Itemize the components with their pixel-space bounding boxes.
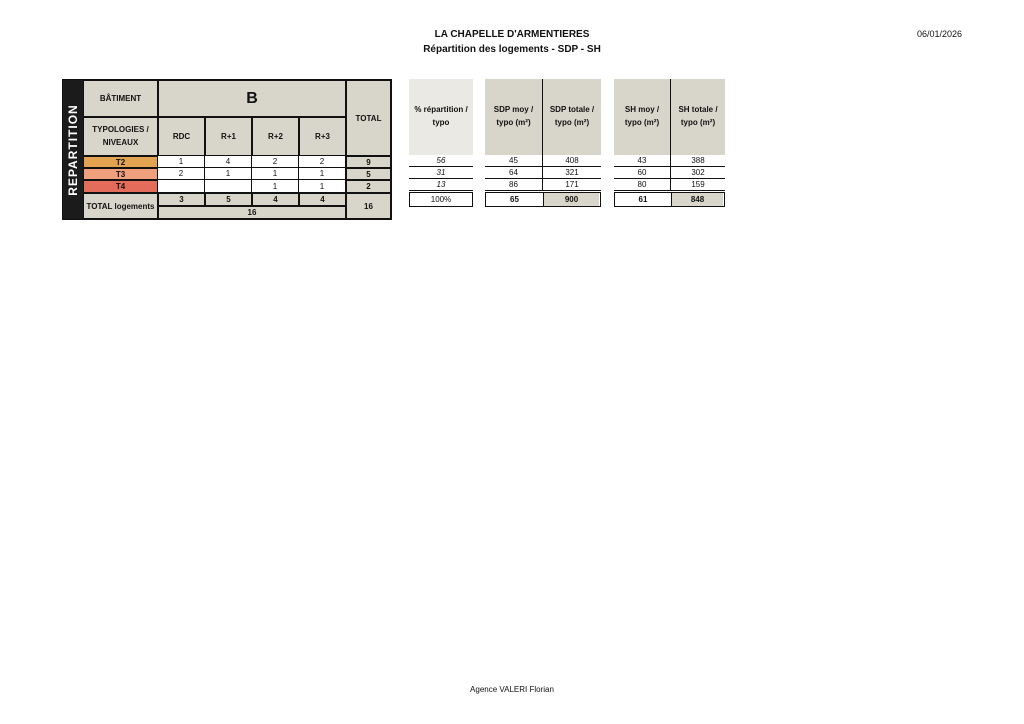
sh-moy-t4: 80 [614, 179, 671, 191]
cell-t3-r1: 1 [205, 168, 252, 180]
percent-t2: 56 [409, 155, 473, 167]
total-t4: 2 [346, 180, 391, 193]
typo-t3: T3 [83, 168, 158, 180]
typo-t4: T4 [83, 180, 158, 193]
sdp-totale-t3: 321 [543, 167, 601, 179]
document-subtitle: Répartition des logements - SDP - SH [423, 44, 601, 55]
typologies-label: TYPOLOGIES / NIVEAUX [83, 117, 158, 156]
sh-totale-header [671, 79, 725, 155]
document-date: 06/01/2026 [916, 29, 962, 39]
batiment-label: BÂTIMENT [83, 80, 158, 117]
sh-moy-header-text: SH moy / typo (m²) [624, 105, 660, 127]
sdp-moy-t4: 86 [485, 179, 543, 191]
sdp-moy-header [485, 79, 543, 155]
repartition-table [62, 79, 392, 220]
sh-moy-header [614, 79, 671, 155]
sh-totale-t4: 159 [671, 179, 725, 191]
level-header-r2: R+2 [252, 117, 299, 156]
cell-t4-r1 [205, 180, 252, 193]
level-header-r1: R+1 [205, 117, 252, 156]
total-logements-label: TOTAL logements [83, 193, 158, 219]
cell-t2-r2: 2 [252, 156, 299, 168]
percent-total-box [409, 192, 473, 207]
cell-t2-rdc: 1 [158, 156, 205, 168]
percent-t4: 13 [409, 179, 473, 191]
sh-moy-t2: 43 [614, 155, 671, 167]
sdp-total-totale: 900 [544, 193, 599, 206]
typo-t2: T2 [83, 156, 158, 168]
document-title: LA CHAPELLE D'ARMENTIERES [434, 29, 590, 40]
total-t3: 5 [346, 168, 391, 180]
percent-t3: 31 [409, 167, 473, 179]
percent-total: 100% [430, 195, 452, 204]
sdp-totale-t2: 408 [543, 155, 601, 167]
sh-totale-t3: 302 [671, 167, 725, 179]
repartition-band [63, 80, 83, 219]
sh-totale-header-text: SH totale / typo (m²) [678, 105, 718, 127]
sh-total-moy: 61 [615, 193, 672, 206]
sh-totale-t2: 388 [671, 155, 725, 167]
cell-t4-r2: 1 [252, 180, 299, 193]
grand-total: 16 [346, 193, 391, 219]
cell-t4-r3: 1 [299, 180, 346, 193]
sdp-moy-t3: 64 [485, 167, 543, 179]
level-header-r3: R+3 [299, 117, 346, 156]
cell-t3-r2: 1 [252, 168, 299, 180]
batiment-value: B [158, 80, 346, 117]
sdp-total-box [485, 192, 601, 207]
cell-t3-r3: 1 [299, 168, 346, 180]
percent-header-text: % répartition / typo [414, 105, 468, 127]
level-total-r3: 4 [299, 193, 346, 206]
percent-header [409, 79, 473, 155]
sh-moy-t3: 60 [614, 167, 671, 179]
level-total-rdc: 3 [158, 193, 205, 206]
cell-t2-r1: 4 [205, 156, 252, 168]
sdp-totale-header [543, 79, 601, 155]
combined-total: 16 [158, 206, 346, 219]
sdp-totale-t4: 171 [543, 179, 601, 191]
sdp-total-moy: 65 [486, 193, 544, 206]
sdp-totale-header-text: SDP totale / typo (m²) [549, 105, 595, 127]
total-header: TOTAL [346, 80, 391, 156]
cell-t3-rdc: 2 [158, 168, 205, 180]
repartition-band-label: REPARTITION [66, 103, 80, 196]
cell-t4-rdc [158, 180, 205, 193]
cell-t2-r3: 2 [299, 156, 346, 168]
sh-total-box [614, 192, 725, 207]
level-header-rdc: RDC [158, 117, 205, 156]
level-total-r1: 5 [205, 193, 252, 206]
total-t2: 9 [346, 156, 391, 168]
footer-agency: Agence VALERI Florian [470, 685, 554, 694]
sdp-moy-t2: 45 [485, 155, 543, 167]
sdp-moy-header-text: SDP moy / typo (m²) [493, 105, 534, 127]
sh-total-totale: 848 [672, 193, 723, 206]
level-total-r2: 4 [252, 193, 299, 206]
